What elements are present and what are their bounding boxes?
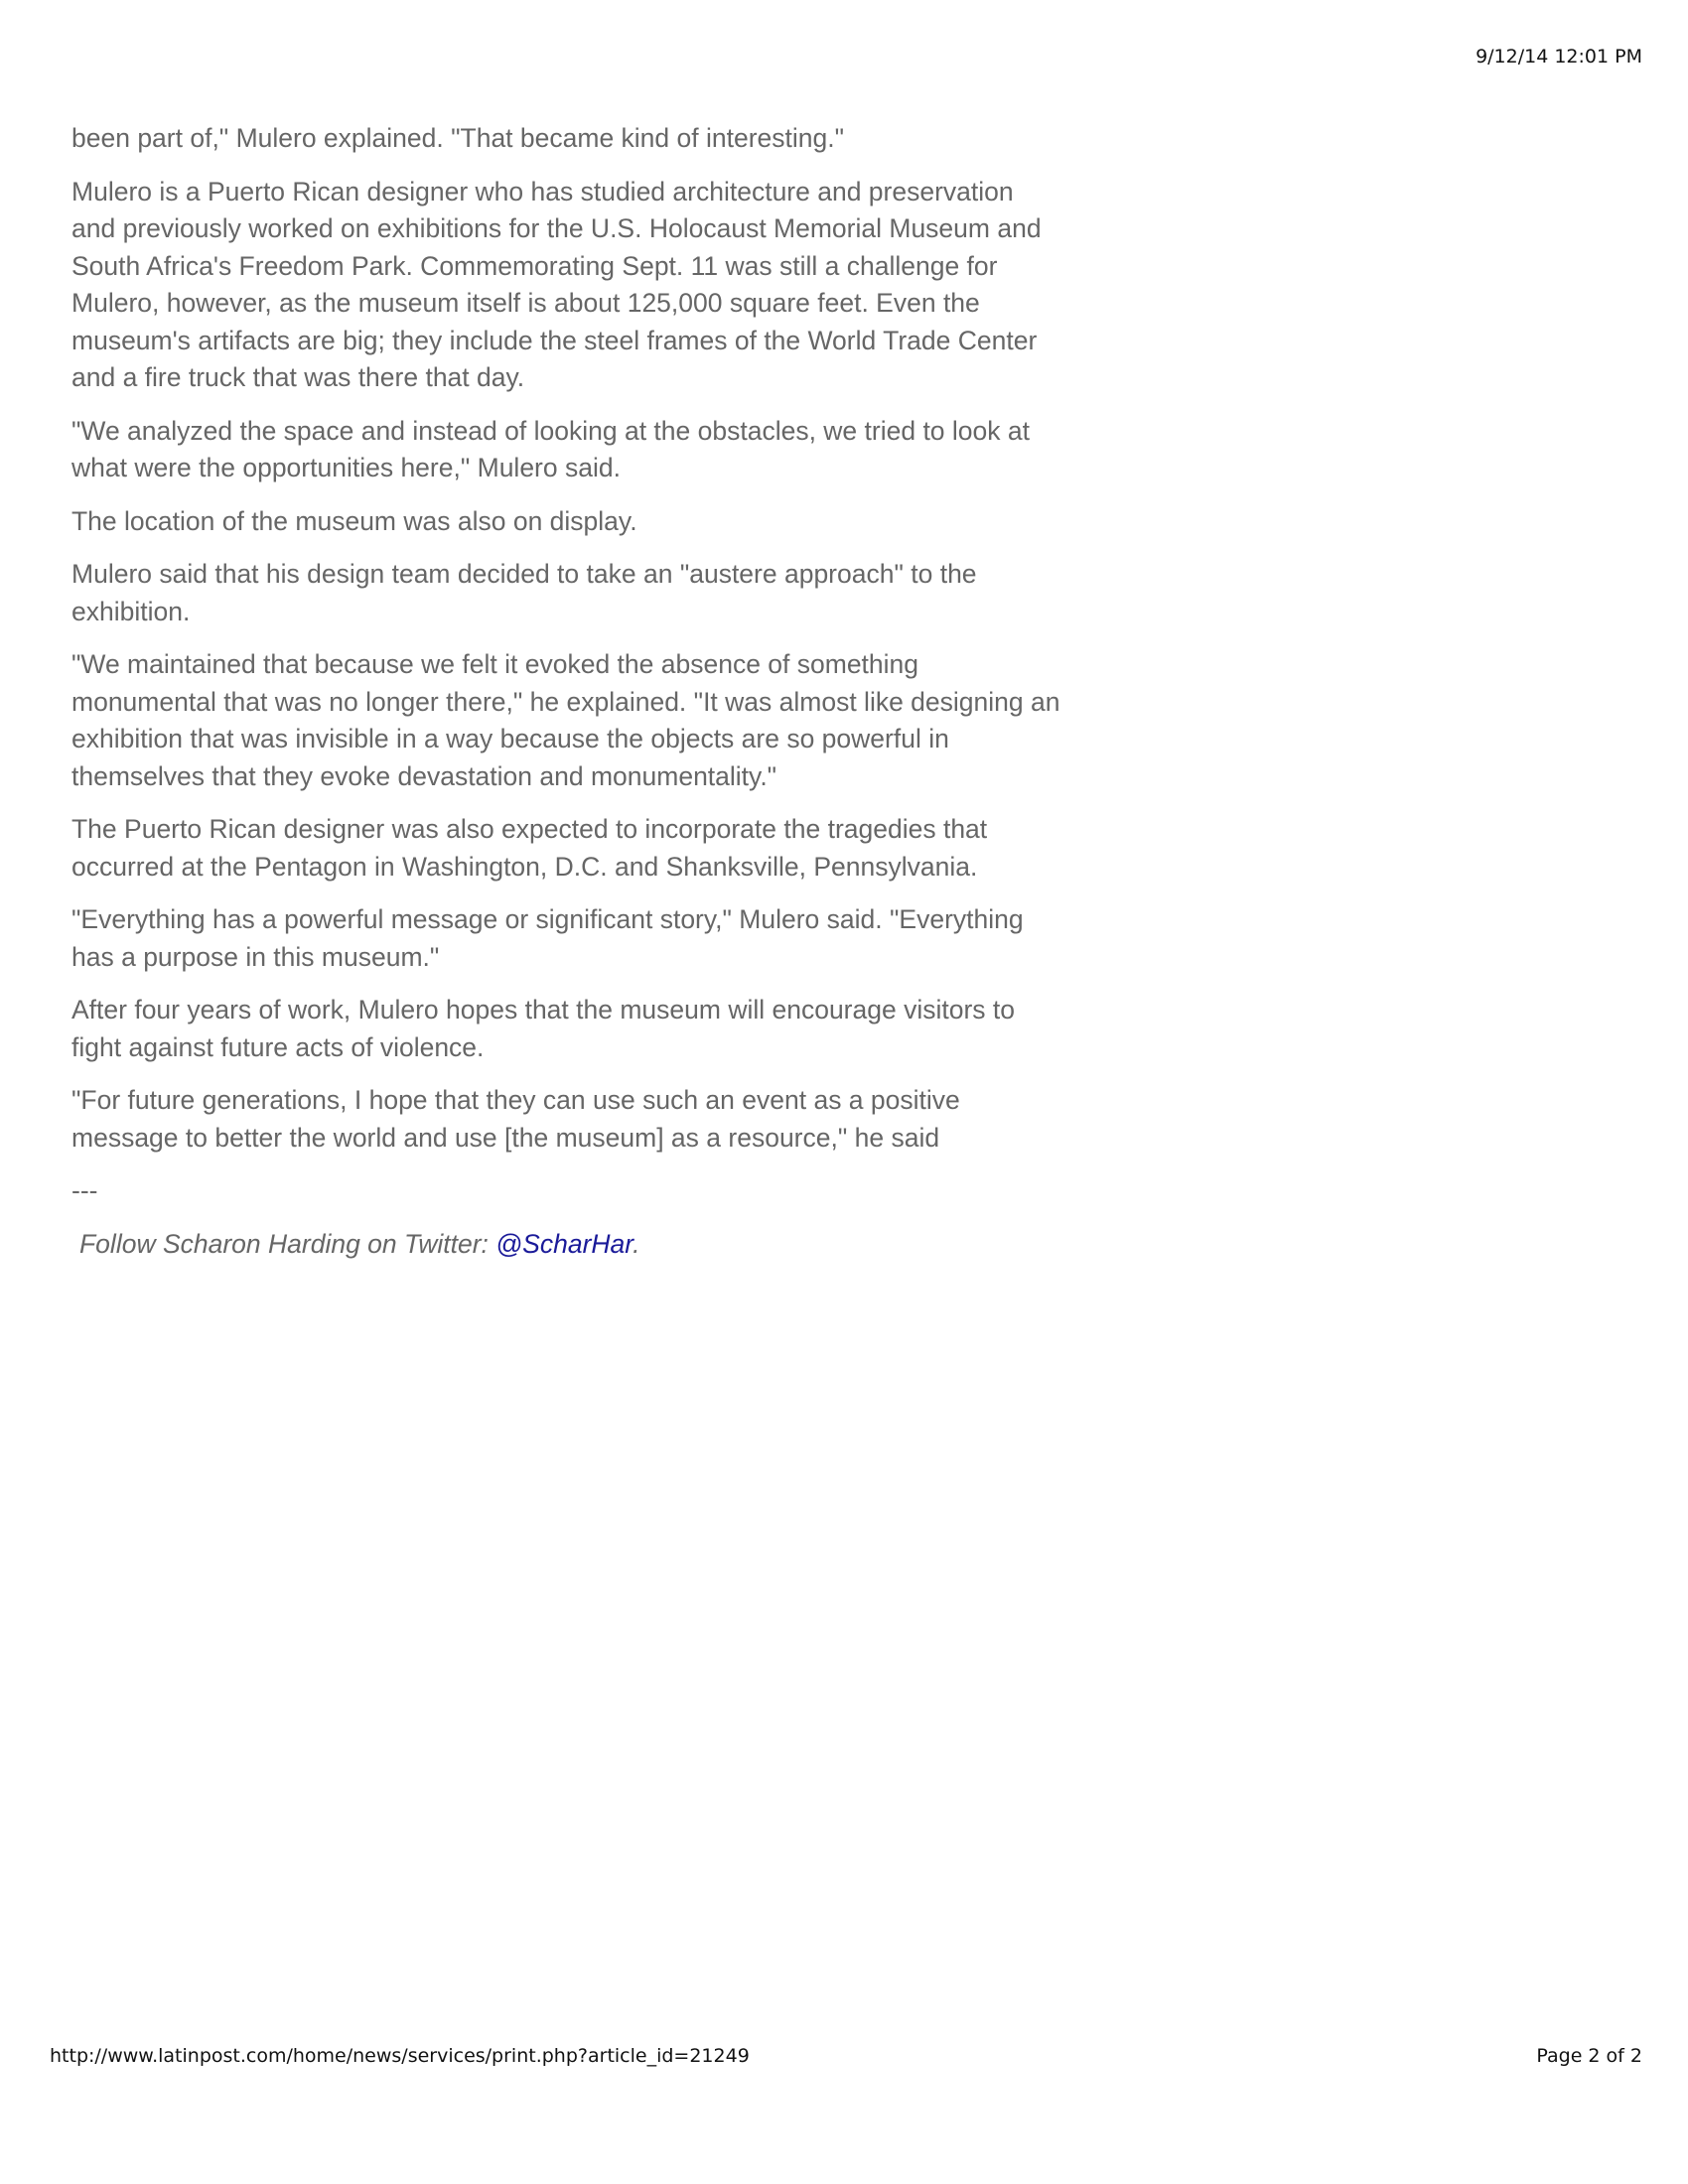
- article-paragraph: The location of the museum was also on display.: [71, 505, 637, 536]
- article-paragraph: "Everything has a powerful message or significant story," Mulero said. "Everything has a purpose in this museum.": [71, 904, 1024, 972]
- article-paragraph: been part of," Mulero explained. "That became kind of interesting.": [71, 123, 845, 153]
- print-footer-url: http://www.latinpost.com/home/news/services/print.php?article_id=21249: [50, 2045, 750, 2067]
- article-paragraph: Mulero said that his design team decided to take an "austere approach" to the exhibition.: [71, 559, 977, 626]
- twitter-follow-suffix: .: [633, 1228, 640, 1259]
- print-footer-page-number: Page 2 of 2: [1536, 2045, 1642, 2067]
- article-paragraph: The Puerto Rican designer was also expected to incorporate the tragedies that occurred at the Pentagon in Washington, D.C. and Shanksville, Pennsylvania.: [71, 814, 988, 882]
- article-paragraph: "For future generations, I hope that they can use such an event as a positive message to better the world and use [the museum] as a resource," he said: [71, 1085, 960, 1153]
- article-paragraph: "We analyzed the space and instead of looking at the obstacles, we tried to look at what were the opportunities here," Mulero said.: [71, 415, 1030, 482]
- twitter-follow-line: [71, 1226, 1064, 1264]
- article-paragraph: Mulero is a Puerto Rican designer who has studied architecture and preservation and previously worked on exhibitions for the U.S. Holocaust Memorial Museum and South Africa's Freedom Park. Commemorating Sept. 11 was still a challenge for Mulero, however, as the museum itself is about 125,000 square feet. Even the museum's artifacts are big; they include the steel frames of the World Trade Center and a fire truck that was there that day.: [71, 176, 1042, 392]
- twitter-handle-link[interactable]: @ScharHar: [495, 1228, 633, 1259]
- print-header-datetime: 9/12/14 12:01 PM: [1476, 46, 1642, 68]
- article-body: [71, 120, 1064, 1279]
- twitter-follow-prefix: Follow Scharon Harding on Twitter:: [79, 1228, 496, 1259]
- article-paragraph: After four years of work, Mulero hopes that the museum will encourage visitors to fight against future acts of violence.: [71, 995, 1016, 1062]
- article-paragraph: "We maintained that because we felt it evoked the absence of something monumental that was no longer there," he explained. "It was almost like designing an exhibition that was invisible in a way because the objects are so powerful in themselves that they evoke devastation and monumentality.": [71, 649, 1060, 791]
- article-separator: ---: [71, 1175, 98, 1205]
